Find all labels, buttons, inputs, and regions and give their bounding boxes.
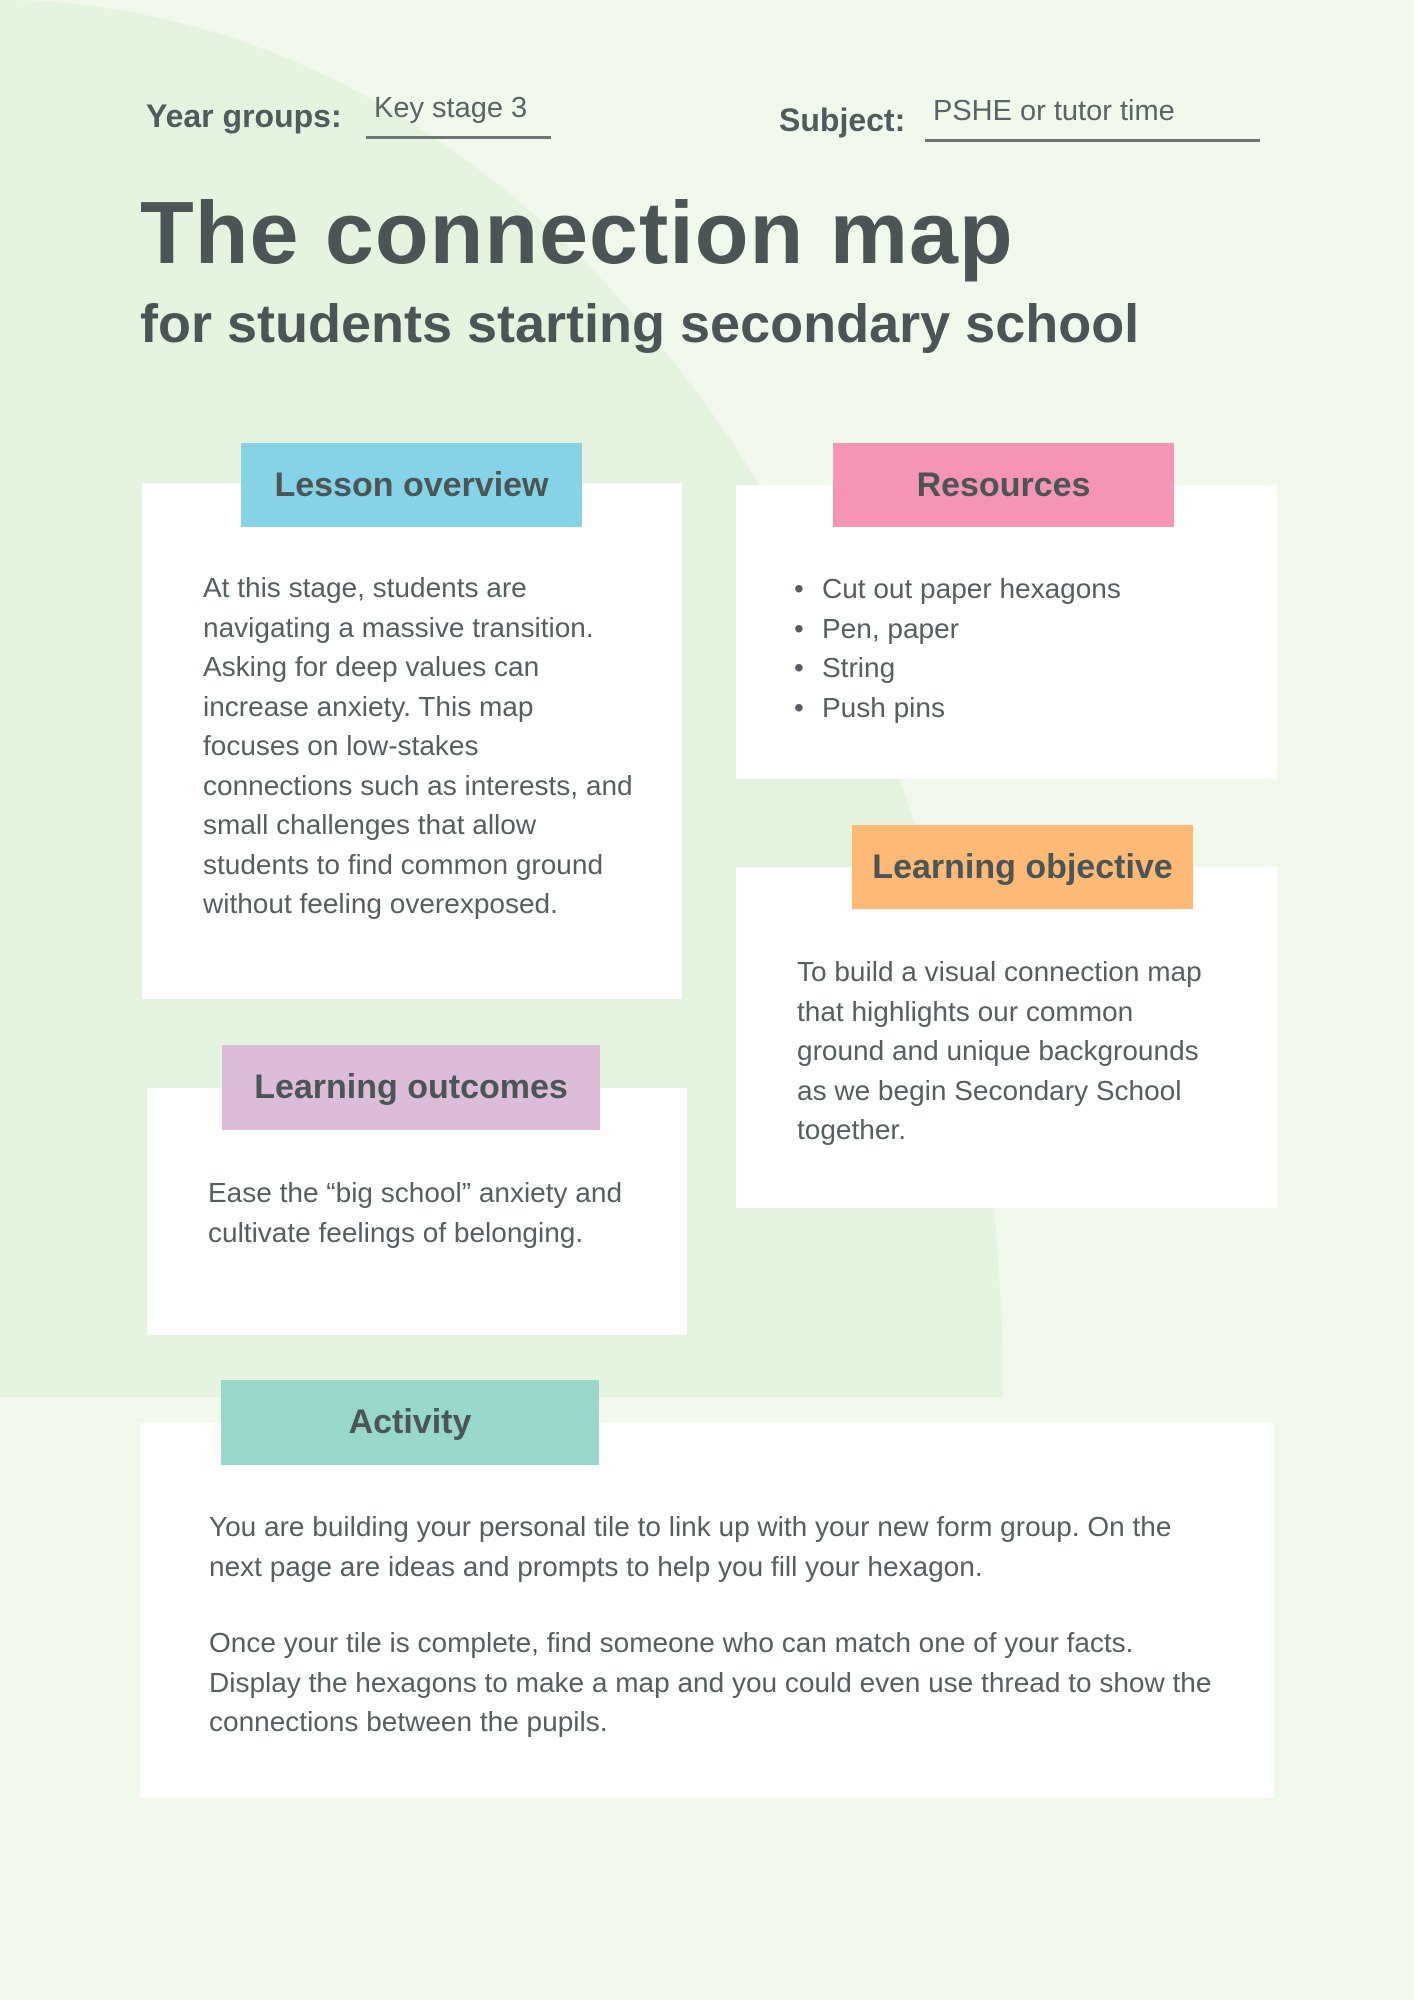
learning-outcomes-text: Ease the “big school” anxiety and cultivate feelings of belonging.	[208, 1177, 623, 1248]
year-groups-field: Key stage 3	[366, 92, 551, 139]
lesson-overview-card	[142, 483, 682, 999]
list-item	[792, 609, 1121, 649]
learning-objective-heading: Learning objective	[852, 825, 1193, 909]
activity-heading: Activity	[221, 1380, 599, 1465]
bullet-icon: •	[794, 652, 804, 683]
activity-paragraph-1: You are building your personal tile to link up with your new form group. On the next page are ideas and prompts to help you fill your hexagon.	[209, 1511, 1172, 1582]
bullet-icon: •	[794, 612, 804, 644]
resource-item: Pen, paper	[822, 612, 959, 644]
learning-objective-text: To build a visual connection map that highlights our common ground and unique backgrounds as we begin Secondary School together.	[797, 956, 1202, 1145]
lesson-overview-heading: Lesson overview	[241, 443, 582, 527]
resources-card	[736, 485, 1277, 779]
lesson-overview-text: At this stage, students are navigating a massive transition. Asking for deep values can increase anxiety. This map focuses on low-stakes connections such as interests, and small challenges that allow students to find common ground without feeling overexposed.	[203, 572, 633, 919]
resources-heading: Resources	[833, 443, 1174, 527]
bullet-icon: •	[794, 573, 804, 604]
resources-list	[792, 569, 1121, 727]
subject-field: PSHE or tutor time	[925, 95, 1260, 142]
bullet-icon: •	[794, 691, 804, 723]
subject-label: Subject:	[779, 102, 906, 138]
resource-item: Push pins	[822, 691, 945, 723]
learning-objective-card	[736, 867, 1277, 1208]
resource-item: String	[822, 652, 896, 683]
resource-item: Cut out paper hexagons	[822, 573, 1121, 604]
list-item	[792, 688, 1121, 728]
year-groups-label: Year groups:	[146, 98, 342, 134]
page-subtitle: for students starting secondary school	[140, 294, 1140, 354]
page-title: The connection map	[140, 183, 1014, 282]
list-item	[792, 648, 1121, 688]
list-item	[792, 569, 1121, 609]
activity-paragraph-2: Once your tile is complete, find someone who can match one of your facts. Display the hexagons to make a map and you could even use thread to show the connections between the pupils.	[209, 1627, 1212, 1737]
activity-card	[140, 1423, 1274, 1798]
learning-outcomes-heading: Learning outcomes	[222, 1045, 600, 1130]
